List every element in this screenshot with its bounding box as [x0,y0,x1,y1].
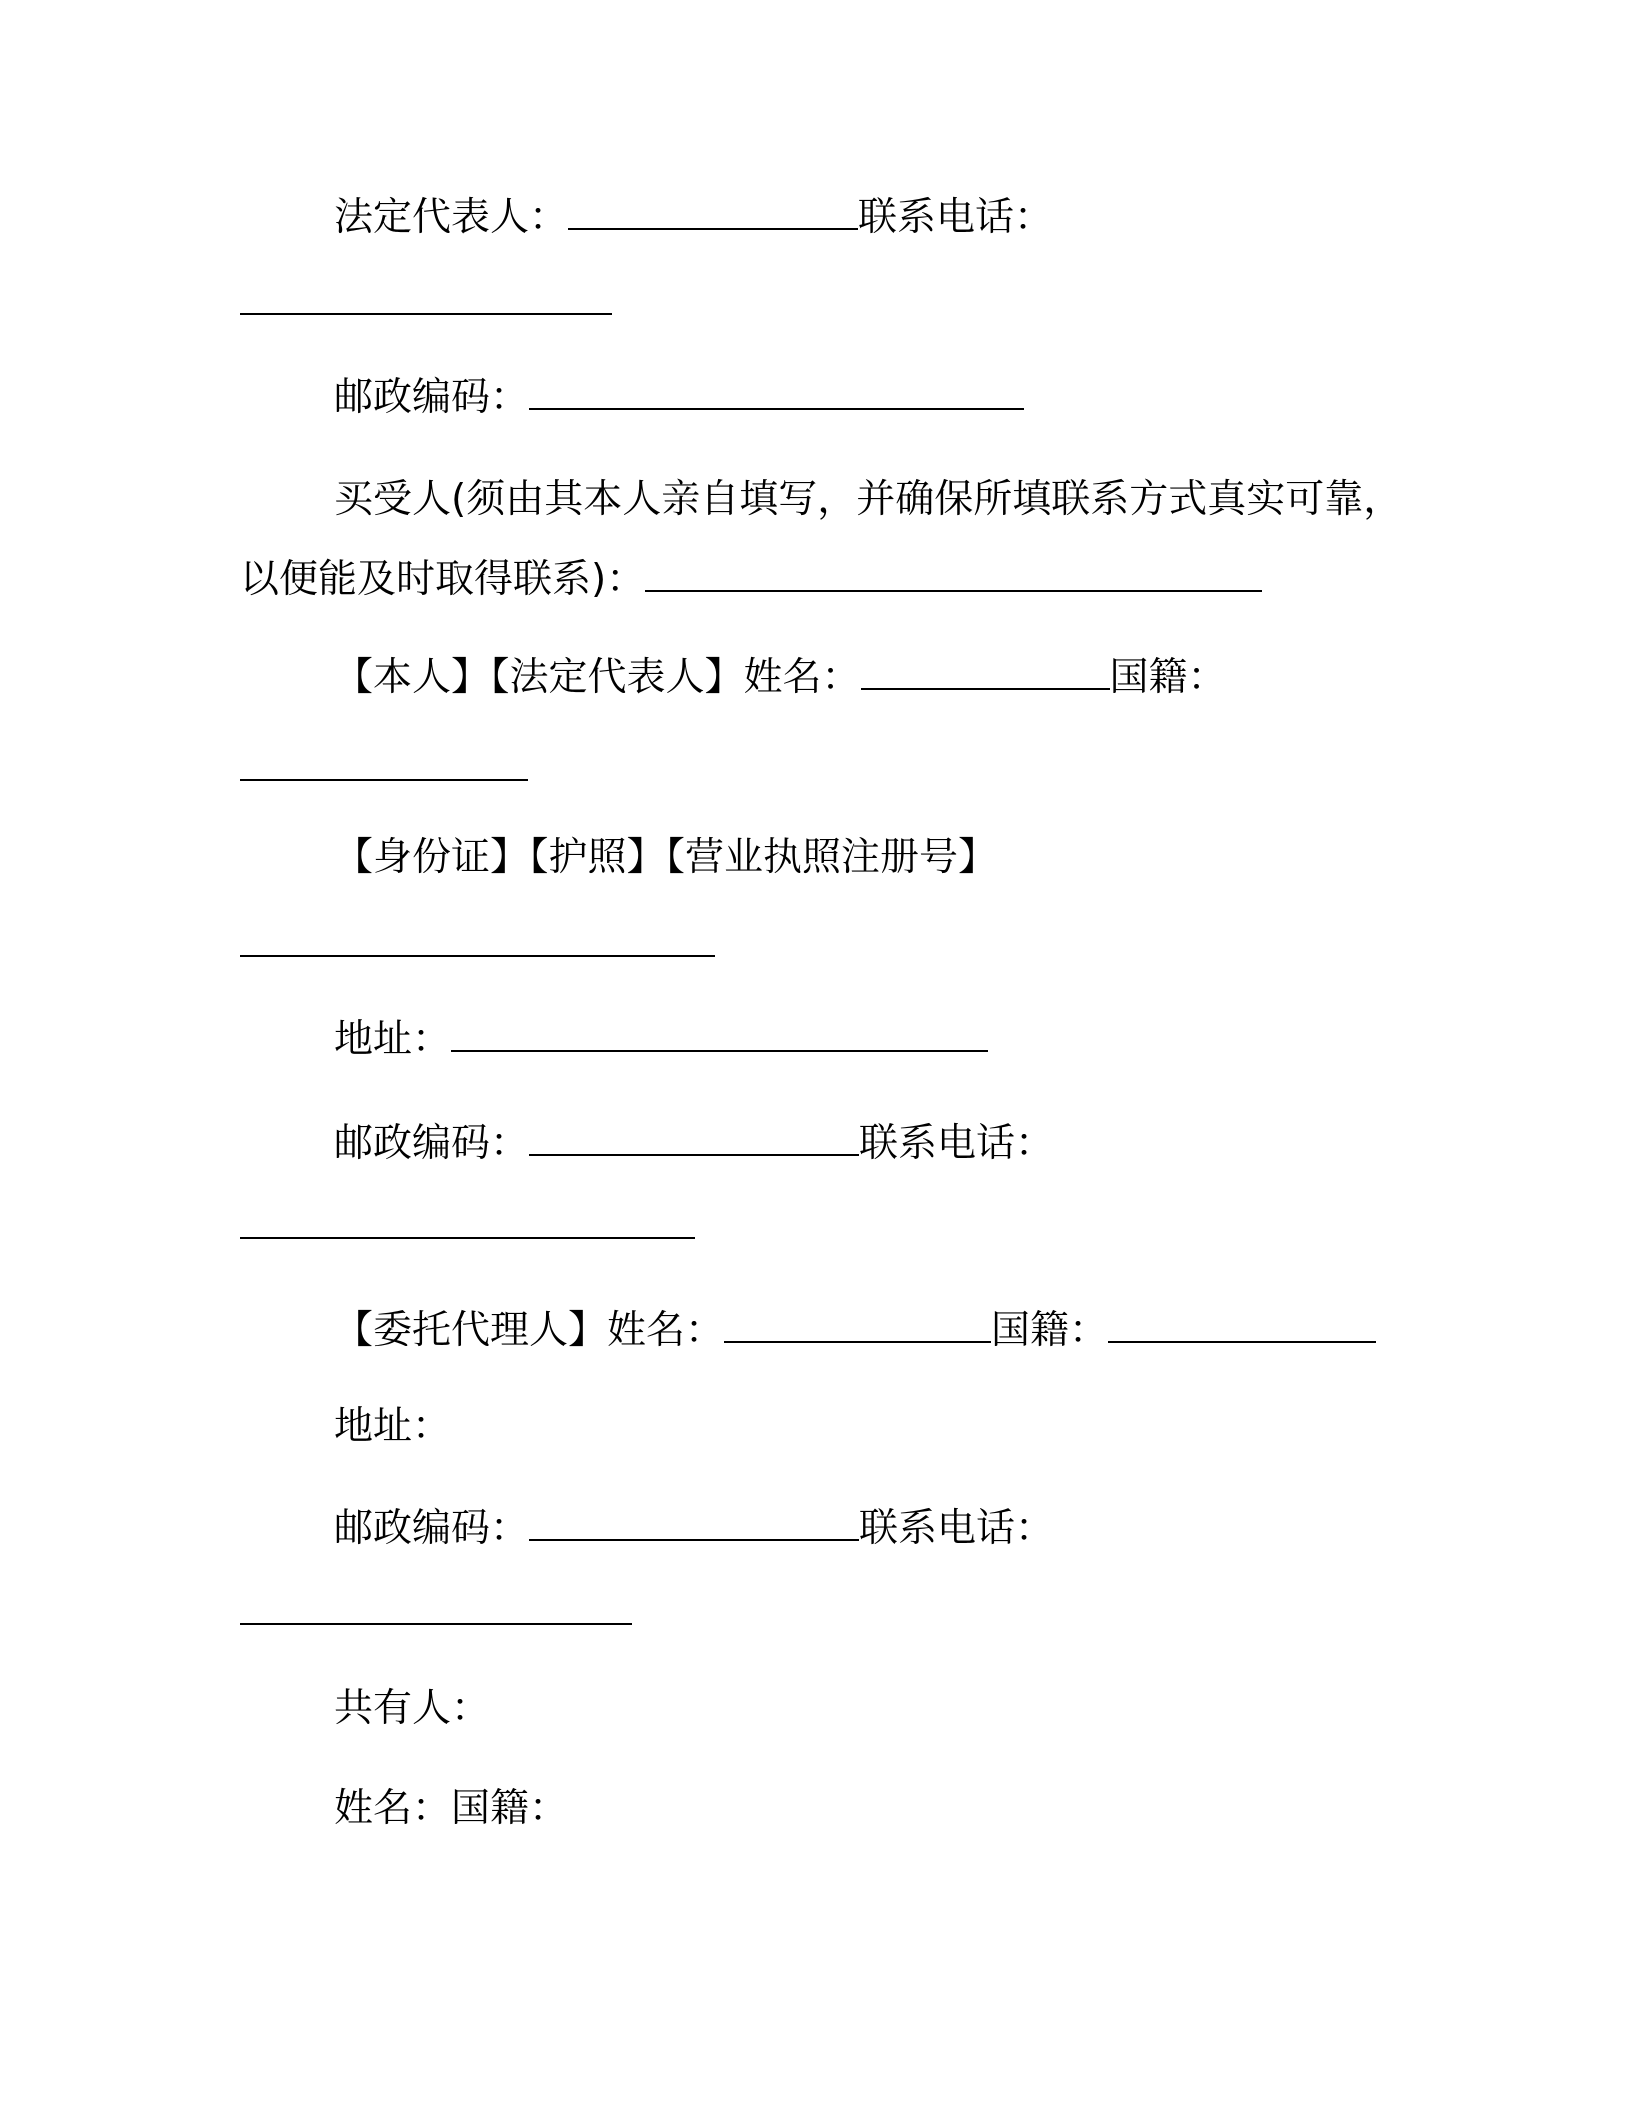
legal-rep-phone-label: 联系电话： [858,195,1054,240]
phone-blank-2[interactable] [240,1237,695,1239]
postal-code-label-1: 邮政编码： [334,375,530,420]
address-line-1 [334,1015,988,1065]
legal-rep-blank[interactable] [568,227,858,230]
co-owner-line [334,1684,490,1734]
buyer-contact-blank[interactable] [645,589,1262,592]
agent-name-label: 【委托代理人】姓名： [334,1308,725,1353]
buyer-name-blank[interactable] [861,687,1110,690]
address-label-1: 地址： [334,1017,452,1062]
agent-nationality-label: 国籍： [991,1308,1109,1353]
buyer-name-label: 【本人】【法定代表人】姓名： [334,655,861,700]
buyer-intro-line [334,475,1402,525]
co-owner-name-label: 姓名：国籍： [334,1786,569,1831]
phone-label-2: 联系电话： [859,1121,1055,1166]
legal-rep-phone-blank[interactable] [240,313,612,315]
buyer-name-line [334,653,1227,703]
buyer-intro-text: 买受人(须由其本人亲自填写，并确保所填联系方式真实可靠， [334,477,1403,522]
postal-code-blank-3[interactable] [529,1538,859,1541]
phone-blank-3[interactable] [240,1623,632,1625]
buyer-nationality-label: 国籍： [1109,655,1227,700]
postal-code-label-2: 邮政编码： [334,1121,530,1166]
legal-rep-line [334,193,1053,243]
postal-code-line-3 [334,1504,1054,1554]
postal-code-blank-2[interactable] [529,1153,859,1156]
id-type-text: 【身份证】【护照】【营业执照注册号】 [334,835,998,880]
address-blank-1[interactable] [451,1049,988,1052]
legal-rep-label: 法定代表人： [334,195,569,240]
co-owner-name-line [334,1784,568,1834]
agent-name-line [334,1306,1376,1356]
phone-label-3: 联系电话： [859,1506,1055,1551]
id-type-line [334,833,997,883]
postal-code-label-3: 邮政编码： [334,1506,530,1551]
buyer-contact-line [240,555,1262,605]
address-line-2 [334,1402,451,1452]
co-owner-label: 共有人： [334,1686,491,1731]
buyer-nationality-blank[interactable] [240,779,528,781]
id-number-blank[interactable] [240,955,715,957]
postal-code-line-1 [334,373,1024,423]
postal-code-line-2 [334,1119,1054,1169]
agent-nationality-blank[interactable] [1108,1340,1376,1343]
buyer-contact-label: 以便能及时取得联系)： [240,557,646,602]
agent-name-blank[interactable] [724,1340,991,1343]
postal-code-blank-1[interactable] [529,407,1024,410]
address-label-2: 地址： [334,1404,452,1449]
